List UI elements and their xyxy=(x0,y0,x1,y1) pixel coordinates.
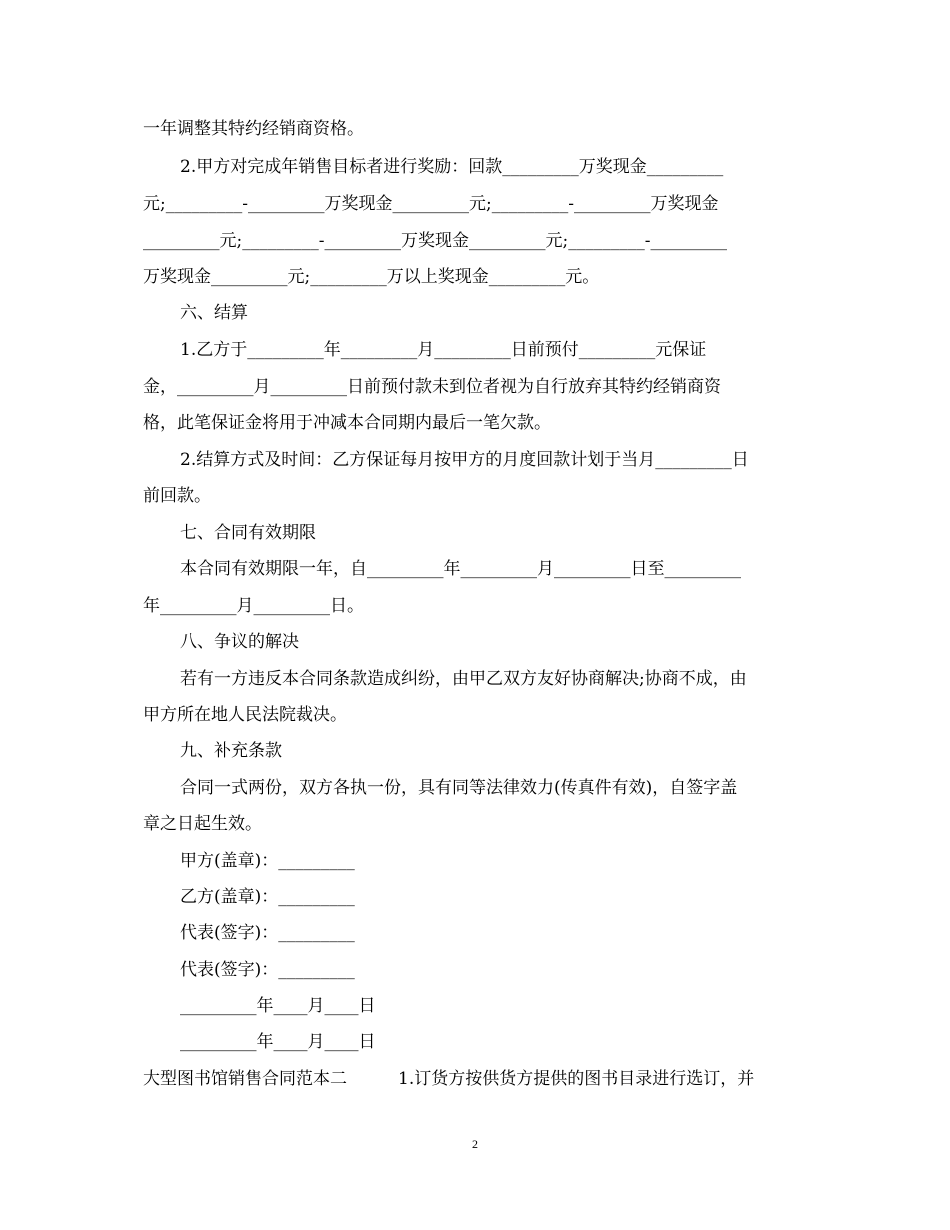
paragraph-line: 2.甲方对完成年销售目标者进行奖励：回款_________万奖现金_________ xyxy=(180,157,724,177)
next-contract-text: 1.订货方按供货方提供的图书目录进行选订，并 xyxy=(398,1069,755,1089)
paragraph-line: 格，此笔保证金将用于冲减本合同期内最后一笔欠款。 xyxy=(143,413,551,433)
next-contract-title: 大型图书馆销售合同范本二 xyxy=(143,1069,347,1089)
signature-representative: 代表(签字)：_________ xyxy=(180,960,355,980)
paragraph-line: 万奖现金_________元;_________万以上奖现金_________元。 xyxy=(143,267,600,287)
paragraph-line: _________元;_________-_________万奖现金_________元;_________-_________ xyxy=(143,231,727,251)
signature-party-b: 乙方(盖章)：_________ xyxy=(180,887,355,907)
paragraph-line: 元;_________-_________万奖现金_________元;_________-_________万奖现金 xyxy=(143,194,719,214)
section-heading: 九、补充条款 xyxy=(180,741,282,761)
section-heading: 六、结算 xyxy=(180,303,248,323)
section-heading: 七、合同有效期限 xyxy=(180,523,316,543)
section-heading: 八、争议的解决 xyxy=(180,632,299,652)
paragraph-line: 1.乙方于_________年_________月_________日前预付_________元保证 xyxy=(180,340,707,360)
signature-party-a: 甲方(盖章)：_________ xyxy=(180,851,355,871)
paragraph-line: 一年调整其特约经销商资格。 xyxy=(143,119,364,139)
paragraph-line: 若有一方违反本合同条款造成纠纷，由甲乙双方友好协商解决;协商不成，由 xyxy=(180,669,747,689)
page-number: 2 xyxy=(472,1137,478,1151)
paragraph-line: 2.结算方式及时间：乙方保证每月按甲方的月度回款计划于当月_________日 xyxy=(180,450,749,470)
paragraph-line: 前回款。 xyxy=(143,486,211,506)
paragraph-line: 章之日起生效。 xyxy=(143,814,262,834)
paragraph-line: 合同一式两份，双方各执一份，具有同等法律效力(传真件有效)，自签字盖 xyxy=(180,778,738,798)
paragraph-line: 本合同有效期限一年，自_________年_________月_________日至_________ xyxy=(180,559,741,579)
paragraph-line: 年_________月_________日。 xyxy=(143,596,364,616)
signature-representative: 代表(签字)：_________ xyxy=(180,923,355,943)
signature-date: _________年____月____日 xyxy=(180,1032,376,1052)
paragraph-line: 金，_________月_________日前预付款未到位者视为自行放弃其特约经销商资 xyxy=(143,377,721,397)
next-contract-line xyxy=(143,1068,808,1090)
signature-date: _________年____月____日 xyxy=(180,996,376,1016)
paragraph-line: 甲方所在地人民法院裁决。 xyxy=(143,705,347,725)
